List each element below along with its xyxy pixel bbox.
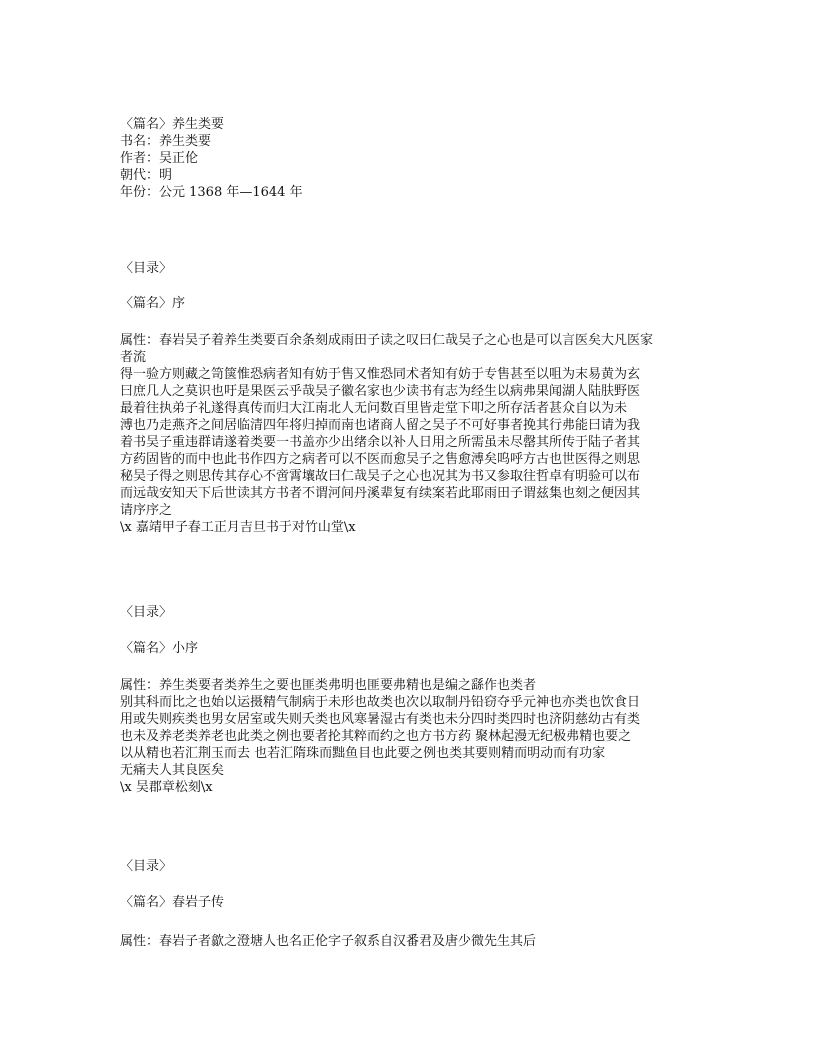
- text-line: 书名：养生类要: [120, 134, 212, 149]
- book-info: [120, 116, 303, 201]
- chapter-title: 〈篇名〉春岩子传: [120, 895, 225, 910]
- text-line: 别其科而比之也始以运摄精气制病于未形也故类也次以取制丹铅窃夺乎元神也亦类也饮食日: [120, 695, 641, 710]
- text-line: 也未及养老类养老也此类之例也要者抡其粹而约之也方书方药 聚林起漫无纪极弗精也要之: [120, 729, 632, 744]
- chapter-body: [120, 933, 536, 950]
- toc-label[interactable]: 〈目录〉: [120, 859, 173, 874]
- text-line: \x 嘉靖甲子春工正月吉旦书于对竹山堂\x: [120, 520, 356, 535]
- text-line: 溥也乃走燕齐之间居临清四年将归掉而南也诸商人留之吴子不可好事者挽其行弗能曰请为我: [120, 418, 641, 433]
- toc-label[interactable]: 〈目录〉: [120, 261, 173, 276]
- text-line: 得一验方则藏之笥箧惟恐病者知有妨于售又惟恐同术者知有妨于专售甚至以咀为末易黄为玄: [120, 367, 641, 382]
- text-line: 属性：春岩吴子着养生类要百余条刻成雨田子读之叹曰仁哉吴子之心也是可以言医矣大凡医家: [120, 333, 654, 348]
- text-line: 曰庶几人之莫识也吁是果医云乎哉吴子徽名家也少读书有志为经生以病弗果闻湖人陆肤野医: [120, 384, 641, 399]
- text-line: 用或失则疾类也男女居室或失则夭类也风寒暑湿古有类也未分四时类四时也济阴慈幼古有类: [120, 712, 641, 727]
- text-line: 年份：公元 1368 年—1644 年: [120, 185, 303, 200]
- text-line: 着书吴子重违群请遂着类要一书盖亦少出绪余以补人日用之所需虽未尽罄其所传于陆子者其: [120, 435, 641, 450]
- text-line: 〈篇名〉养生类要: [120, 117, 225, 132]
- text-line: 属性：春岩子者歙之澄塘人也名正伦字子叙系自汉番君及唐少微先生其后: [120, 934, 537, 949]
- text-line: 请序序之: [120, 503, 173, 518]
- chapter-title: 〈篇名〉序: [120, 296, 186, 311]
- toc-label[interactable]: 〈目录〉: [120, 605, 173, 620]
- text-line: 方药固皆的而中也此书作四方之病者可以不医而愈吴子之售愈溥矣呜呼方古也世医得之则思: [120, 452, 641, 467]
- text-line: \x 吴郡章松刻\x: [120, 780, 213, 795]
- chapter-body: [120, 332, 653, 536]
- chapter-body: [120, 677, 640, 796]
- text-line: 属性：养生类要者类养生之要也匪类弗明也匪要弗精也是编之繇作也类者: [120, 678, 537, 693]
- text-line: 秘吴子得之则思传其存心不啻霄壤故曰仁哉吴子之心也况其为书又参取往哲卓有明验可以布: [120, 469, 641, 484]
- text-line: 以从精也若汇荆玉而去 也若汇隋珠而黜鱼目也此要之例也类其要则精而明动而有功家: [120, 746, 606, 761]
- chapter-title: 〈篇名〉小序: [120, 641, 199, 656]
- text-line: 而远哉安知天下后世读其方书者不谓河间丹溪辈复有续案若此耶雨田子谓兹集也刻之便因其: [120, 486, 641, 501]
- text-line: 者流: [120, 350, 147, 365]
- text-line: 无痛夫人其良医矣: [120, 763, 225, 778]
- text-line: 作者：吴正伦: [120, 151, 199, 166]
- text-line: 朝代：明: [120, 168, 173, 183]
- text-line: 最着往执弟子礼遂得真传而归大江南北人无问数百里皆走堂下叩之所存活者甚众自以为未: [120, 401, 628, 416]
